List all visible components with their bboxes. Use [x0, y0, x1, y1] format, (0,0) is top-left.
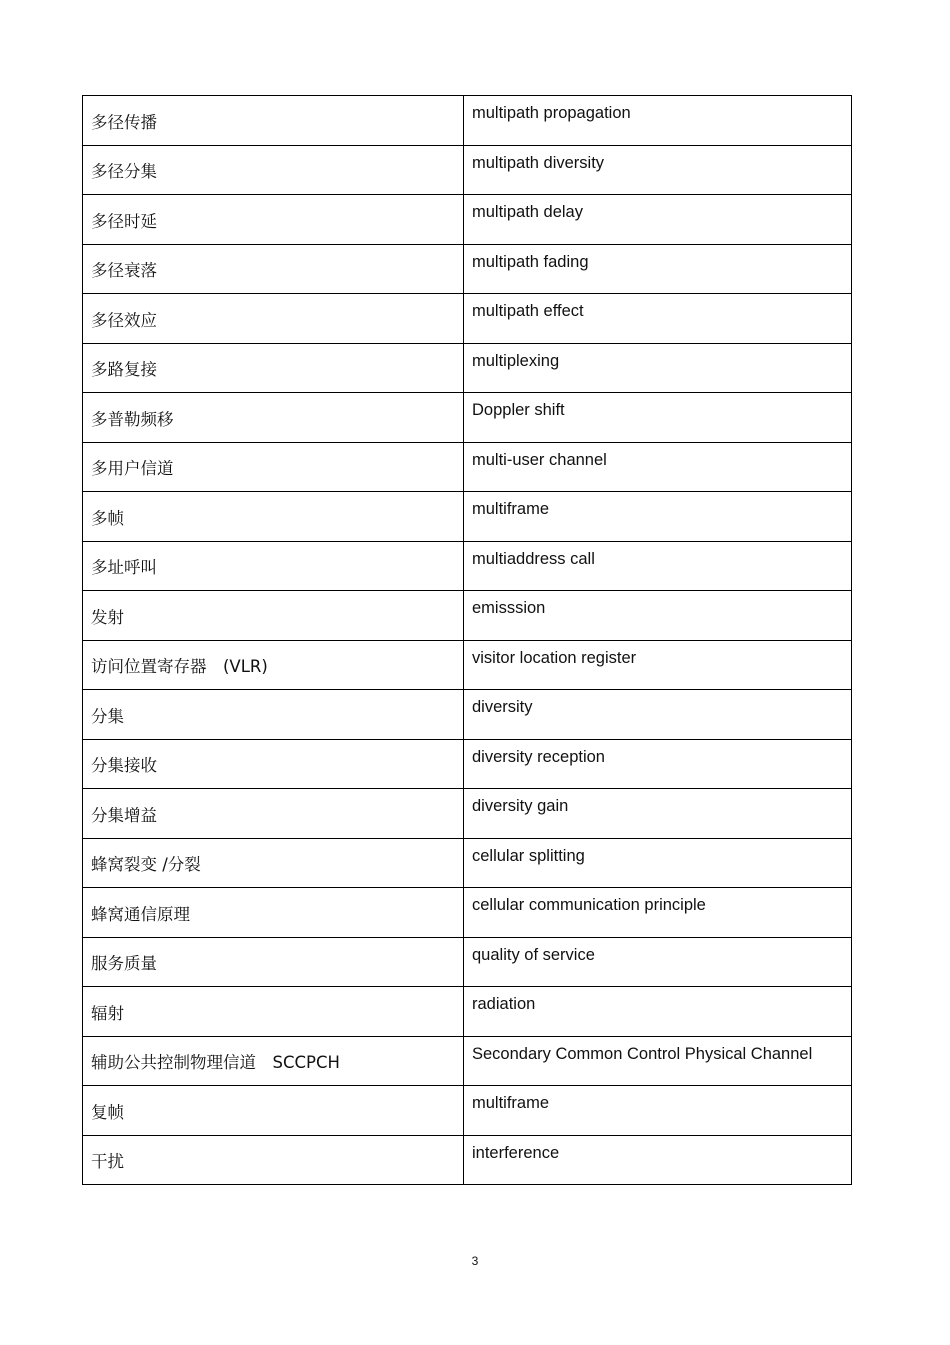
glossary-table-body — [83, 96, 852, 1185]
chinese-term-cell: 服务质量 — [83, 937, 464, 987]
english-term-cell: multi-user channel — [464, 442, 852, 492]
table-row — [83, 393, 852, 443]
english-term-cell: multiaddress call — [464, 541, 852, 591]
english-term-cell: emisssion — [464, 591, 852, 641]
chinese-term-cell: 多径时延 — [83, 195, 464, 245]
table-row — [83, 888, 852, 938]
english-term-cell: interference — [464, 1135, 852, 1185]
english-term-cell: multiframe — [464, 1086, 852, 1136]
english-term-cell: quality of service — [464, 937, 852, 987]
english-term-cell: visitor location register — [464, 640, 852, 690]
chinese-term-cell: 复帧 — [83, 1086, 464, 1136]
table-row — [83, 145, 852, 195]
chinese-term-cell: 多普勒频移 — [83, 393, 464, 443]
chinese-term-cell: 多径效应 — [83, 294, 464, 344]
table-row — [83, 690, 852, 740]
table-row — [83, 739, 852, 789]
chinese-term-cell: 发射 — [83, 591, 464, 641]
chinese-term-cell: 蜂窝通信原理 — [83, 888, 464, 938]
table-row — [83, 1036, 852, 1086]
english-term-cell: multipath propagation — [464, 96, 852, 146]
table-row — [83, 937, 852, 987]
chinese-term-cell: 多帧 — [83, 492, 464, 542]
chinese-term-cell: 多路复接 — [83, 343, 464, 393]
english-term-cell: multipath fading — [464, 244, 852, 294]
chinese-term-cell: 辅助公共控制物理信道 SCCPCH — [83, 1036, 464, 1086]
table-row — [83, 541, 852, 591]
english-term-cell: diversity reception — [464, 739, 852, 789]
table-row — [83, 294, 852, 344]
english-term-cell: Doppler shift — [464, 393, 852, 443]
english-term-cell: Secondary Common Control Physical Channel — [464, 1036, 852, 1086]
chinese-term-cell: 分集接收 — [83, 739, 464, 789]
table-row — [83, 492, 852, 542]
english-term-cell: multipath diversity — [464, 145, 852, 195]
english-term-cell: diversity gain — [464, 789, 852, 839]
table-row — [83, 343, 852, 393]
english-term-cell: multiframe — [464, 492, 852, 542]
glossary-table — [82, 95, 852, 1185]
english-term-cell: radiation — [464, 987, 852, 1037]
page-number: 3 — [471, 1254, 479, 1268]
english-term-cell: multipath delay — [464, 195, 852, 245]
table-row — [83, 640, 852, 690]
chinese-term-cell: 蜂窝裂变 /分裂 — [83, 838, 464, 888]
chinese-term-cell: 多径传播 — [83, 96, 464, 146]
chinese-term-cell: 干扰 — [83, 1135, 464, 1185]
chinese-term-cell: 访问位置寄存器 (VLR) — [83, 640, 464, 690]
table-row — [83, 244, 852, 294]
table-row — [83, 987, 852, 1037]
chinese-term-cell: 多径分集 — [83, 145, 464, 195]
table-row — [83, 96, 852, 146]
table-row — [83, 838, 852, 888]
table-row — [83, 1086, 852, 1136]
chinese-term-cell: 分集增益 — [83, 789, 464, 839]
english-term-cell: multiplexing — [464, 343, 852, 393]
table-row — [83, 442, 852, 492]
chinese-term-cell: 分集 — [83, 690, 464, 740]
table-row — [83, 195, 852, 245]
chinese-term-cell: 多径衰落 — [83, 244, 464, 294]
chinese-term-cell: 多用户信道 — [83, 442, 464, 492]
english-term-cell: cellular splitting — [464, 838, 852, 888]
english-term-cell: diversity — [464, 690, 852, 740]
english-term-cell: cellular communication principle — [464, 888, 852, 938]
table-row — [83, 591, 852, 641]
english-term-cell: multipath effect — [464, 294, 852, 344]
table-row — [83, 1135, 852, 1185]
chinese-term-cell: 多址呼叫 — [83, 541, 464, 591]
table-row — [83, 789, 852, 839]
chinese-term-cell: 辐射 — [83, 987, 464, 1037]
